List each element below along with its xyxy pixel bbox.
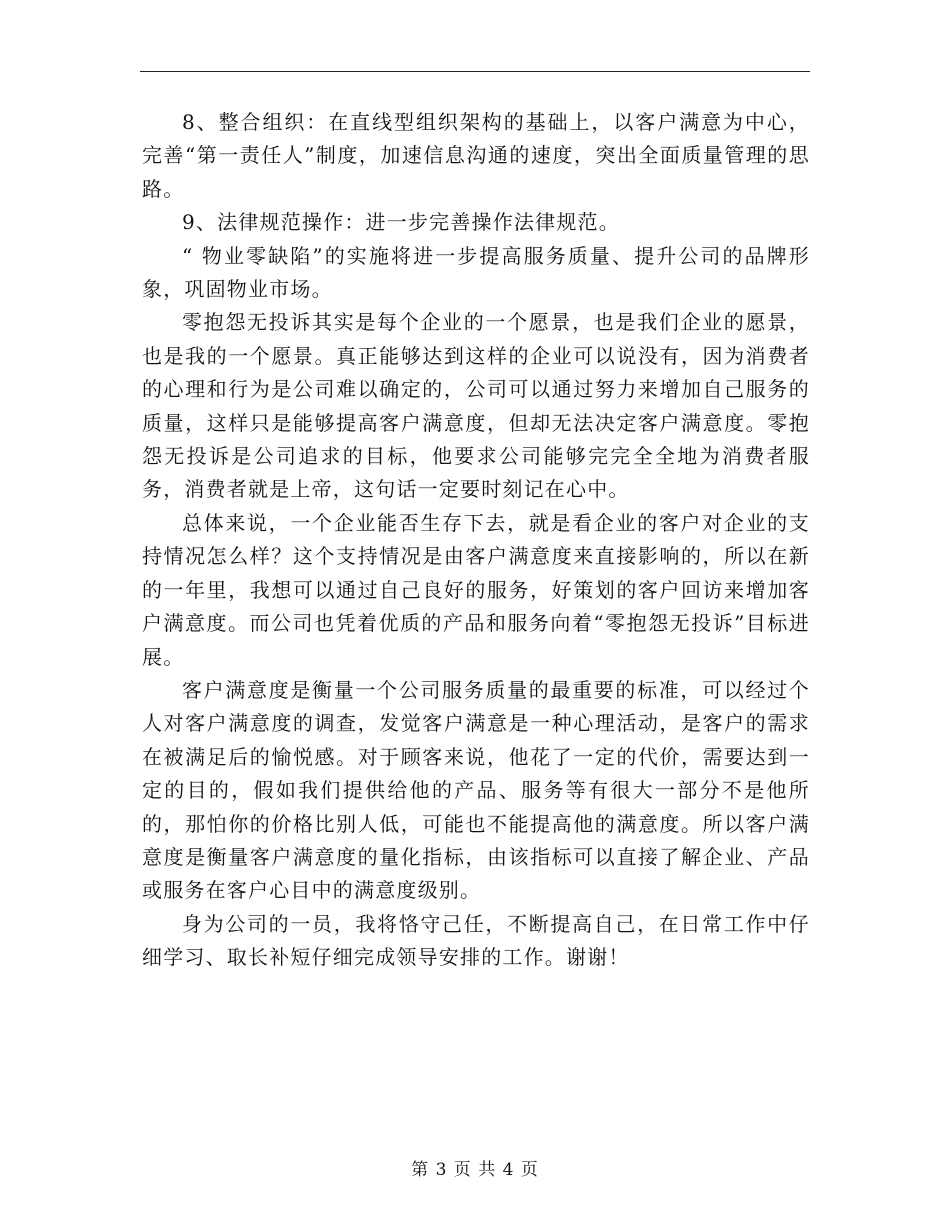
paragraph-legal-compliance: 9、法律规范操作：进一步完善操作法律规范。 bbox=[182, 210, 620, 235]
page-footer bbox=[0, 1155, 950, 1180]
paragraph-zero-complaint: 零抱怨无投诉其实是每个企业的一个愿景，也是我们企业的愿景，也是我的一个愿景。真正能够达到这样的企业可以说没有，因为消费者的心理和行为是公司难以确定的，公司可以通过努力来增加自己服务的质量，这样只是能够提高客户满意度，但却无法决定客户满意度。零抱怨无投诉是公司追求的目标，他要求公司能够完完全全地为消费者服务，消费者就是上帝，这句话一定要时刻记在心中。 bbox=[142, 310, 810, 502]
document-body bbox=[142, 106, 810, 975]
paragraph-overall: 总体来说，一个企业能否生存下去，就是看企业的客户对企业的支持情况怎么样？这个支持情况是由客户满意度来直接影响的，所以在新的一年里，我想可以通过自己良好的服务，好策划的客户回访来增加客户满意度。而公司也凭着优质的产品和服务向着“零抱怨无投诉”目标进展。 bbox=[142, 510, 810, 669]
paragraph-closing: 身为公司的一员，我将恪守己任，不断提高自己，在日常工作中仔细学习、取长补短仔细完成领导安排的工作。谢谢！ bbox=[142, 911, 810, 970]
page-number-label: 第 3 页 共 4 页 bbox=[411, 1160, 539, 1180]
header-rule bbox=[140, 71, 810, 72]
paragraph-integrate-organization: 8、整合组织：在直线型组织架构的基础上，以客户满意为中心，完善“第一责任人”制度，加速信息沟通的速度，突出全面质量管理的思路。 bbox=[142, 110, 810, 201]
paragraph-satisfaction: 客户满意度是衡量一个公司服务质量的最重要的标准，可以经过个人对客户满意度的调查，发觉客户满意是一种心理活动，是客户的需求在被满足后的愉悦感。对于顾客来说，他花了一定的代价，需要达到一定的目的，假如我们提供给他的产品、服务等有很大一部分不是他所的，那怕你的价格比别人低，可能也不能提高他的满意度。所以客户满意度是衡量客户满意度的量化指标，由该指标可以直接了解企业、产品或服务在客户心目中的满意度级别。 bbox=[142, 677, 810, 903]
paragraph-zero-defect: “ 物业零缺陷”的实施将进一步提高服务质量、提升公司的品牌形象，巩固物业市场。 bbox=[142, 243, 810, 302]
